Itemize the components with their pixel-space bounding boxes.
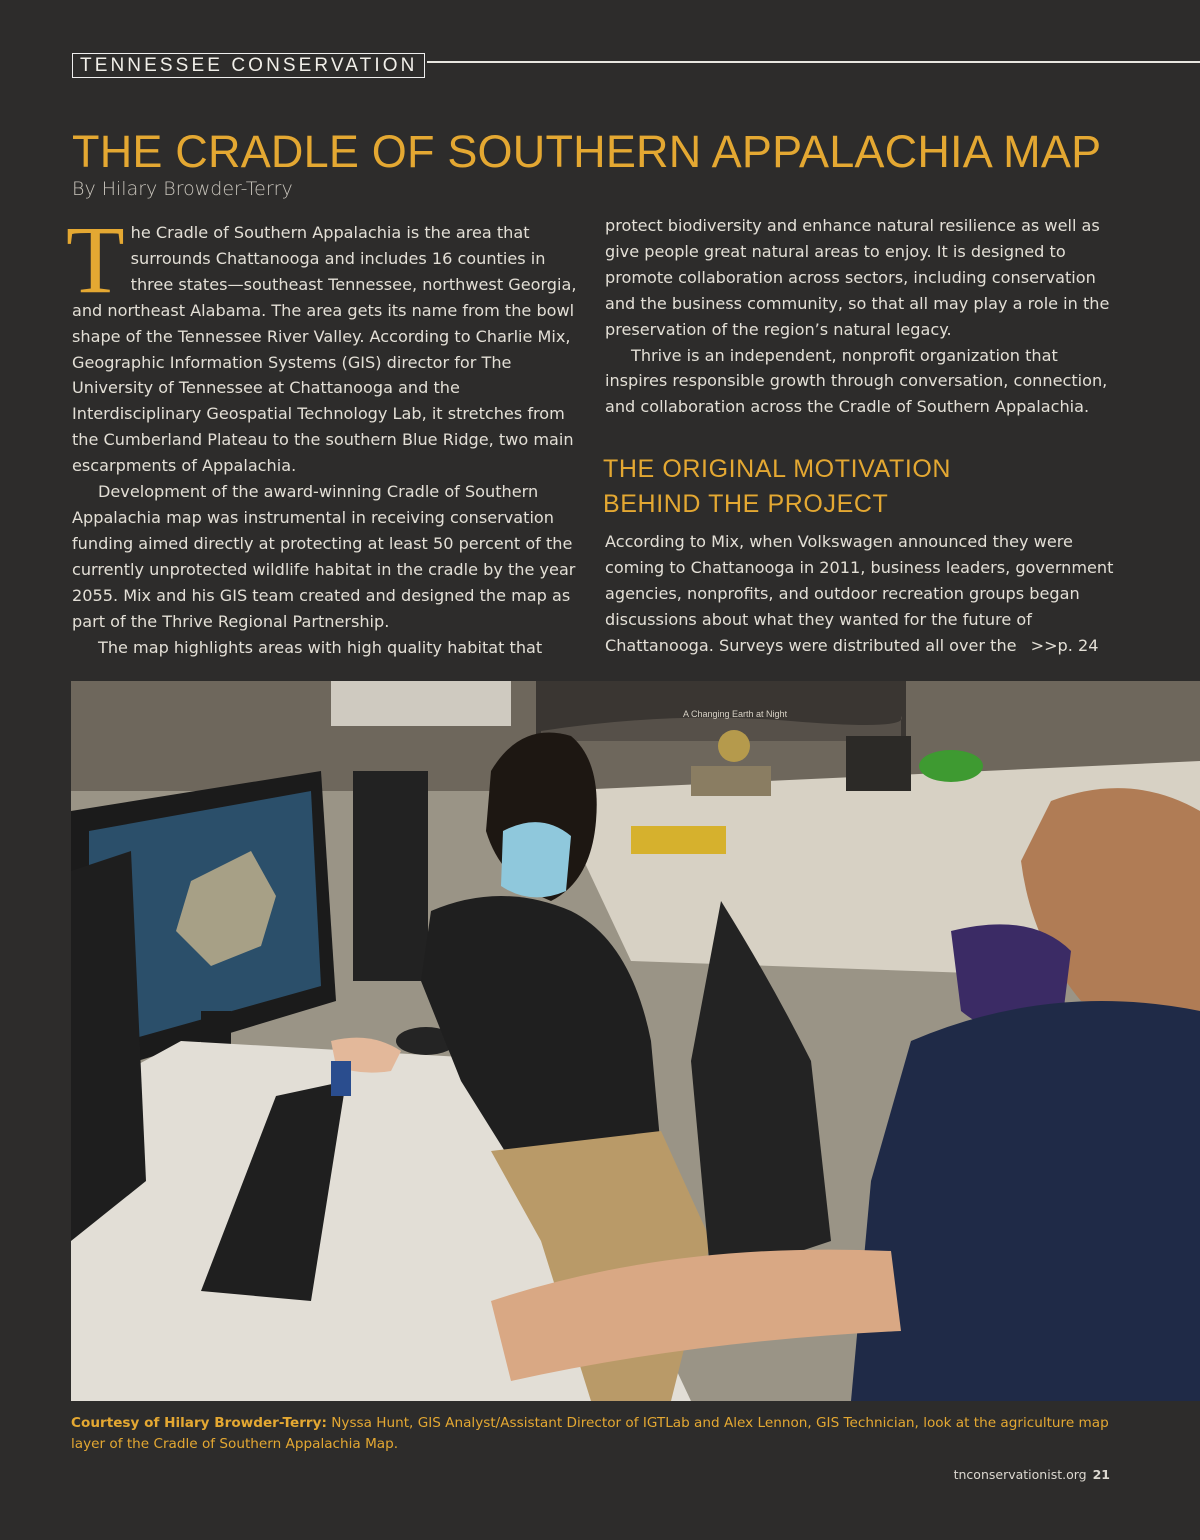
continued-link[interactable]: >>p. 24 xyxy=(1030,635,1099,655)
caption-text: Nyssa Hunt, GIS Analyst/Assistant Director of IGTLab and Alex Lennon, GIS Technician, look at the agriculture map layer of the Cradle of Southern Appalachia Map. xyxy=(71,1415,1109,1452)
right-column-top xyxy=(605,213,1125,420)
drop-cap: T xyxy=(66,206,125,313)
poster-text: A Changing Earth at Night xyxy=(683,709,788,719)
left-column xyxy=(66,206,582,660)
right-column-bottom xyxy=(605,529,1125,659)
caption-credit: Courtesy of Hilary Browder-Terry: xyxy=(71,1415,327,1431)
paragraph-thrive: Thrive is an independent, nonprofit organization that inspires responsible growth through conversation, connection, and collaboration across the Cradle of Southern Appalachia. xyxy=(605,345,1108,417)
page-number: 21 xyxy=(1092,1467,1110,1482)
section-kicker xyxy=(72,53,425,78)
section-subhead xyxy=(603,452,951,522)
paragraph-intro xyxy=(66,206,582,479)
subhead-line-2: BEHIND THE PROJECT xyxy=(603,490,889,518)
paragraph-biodiversity: protect biodiversity and enhance natural resilience as well as give people great natural areas to enjoy. It is designed to promote collaboration across sectors, including conservation and the business community, so that all may play a role in the preservation of the region’s natural legacy. xyxy=(605,216,1110,339)
paragraph-development: Development of the award-winning Cradle of Southern Appalachia map was instrumental in receiving conservation funding aimed directly at protecting at least 50 percent of the currently unprotected wildlife habitat in the cradle by the year 2055. Mix and his GIS team created and designed the map as part of the Thrive Regional Partnership. xyxy=(72,482,576,631)
photo-caption xyxy=(71,1413,1131,1454)
subhead-line-1: THE ORIGINAL MOTIVATION xyxy=(603,455,952,483)
page-footer xyxy=(954,1467,1110,1482)
header-rule xyxy=(427,61,1200,63)
paragraph-intro-text: he Cradle of Southern Appalachia is the area that surrounds Chattanooga and includes 16 counties in three states—southeast Tennessee, northwest Georgia, and northeast Alabama. The area gets its name from the bowl shape of the Tennessee River Valley. According to Charlie Mix, Geographic Information Systems (GIS) director for The University of Tennessee at Chattanooga and the Interdisciplinary Geospatial Technology Lab, it stretches from the Cumberland Plateau to the southern Blue Ridge, two main escarpments of Appalachia. xyxy=(72,223,577,476)
paragraph-motivation xyxy=(605,529,1125,659)
article-photo xyxy=(71,681,1200,1401)
article-byline: By Hilary Browder-Terry xyxy=(72,178,293,200)
paragraph-motivation-text: According to Mix, when Volkswagen announced they were coming to Chattanooga in 2011, business leaders, government agencies, nonprofits, and outdoor recreation groups began discussions about what they wanted for the future of Chattanooga. Surveys were distributed all over the xyxy=(605,532,1114,655)
footer-site-link[interactable]: tnconservationist.org xyxy=(953,1467,1087,1482)
article-title: THE CRADLE OF SOUTHERN APPALACHIA MAP xyxy=(72,126,1102,177)
office-photo-illustration xyxy=(71,681,1200,1401)
paragraph-map-highlights: The map highlights areas with high quality habitat that xyxy=(98,637,543,657)
section-kicker-label: TENNESSEE CONSERVATION xyxy=(80,54,418,76)
